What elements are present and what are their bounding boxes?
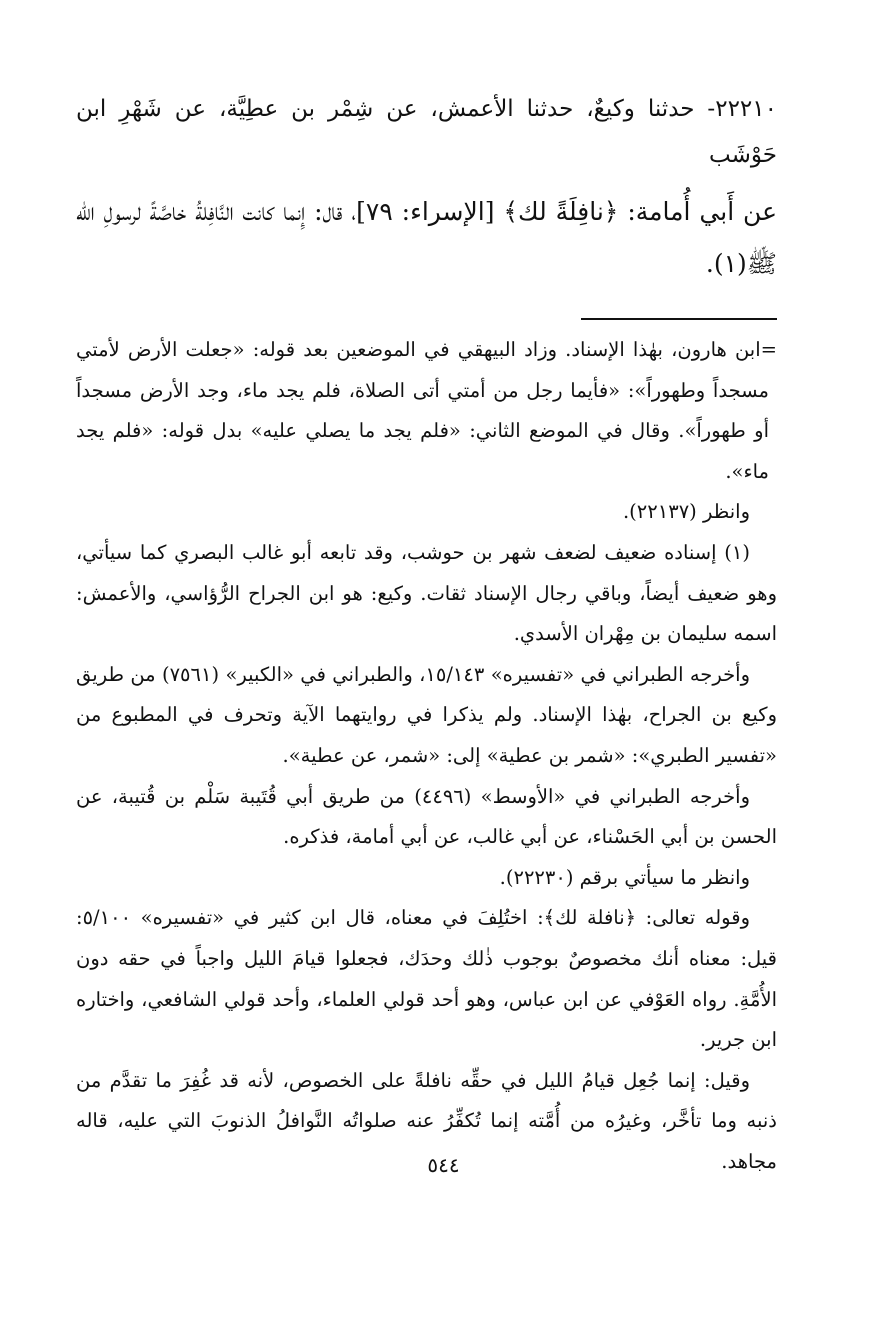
hadith-body: عن أَبي أُمامة: ﴿نافِلَةً لك﴾ [الإسراء: ٧٩]، قال: إِنما كانت النَّافِلةُ خاصَّةً لرسولِ الله ﷺ(١). — [76, 197, 777, 278]
hadith-chain: ٢٢٢١٠- حدثنا وكيعٌ، حدثنا الأعمش، عن شِمْر بن عطِيَّة، عن شَهْرِ ابن حَوْشَب — [76, 96, 777, 168]
footnote-paragraph: وأخرجه الطبراني في «الأوسط» (٤٤٩٦) من طريق أبي قُتَيبة سَلْم بن قُتيبة، عن الحسن بن أبي الحَسْناء، عن أبي غالب، عن أبي أمامة، فذكره. — [76, 784, 777, 849]
footnotes — [76, 330, 777, 1182]
book-page — [76, 86, 777, 1316]
footnote-paragraph: (١) إسناده ضعيف لضعف شهر بن حوشب، وقد تابعه أبو غالب البصري كما سيأتي، وهو ضعيف أيضاً، وباقي رجال الإسناد ثقات. وكيع: هو ابن الجراح الرُّؤاسي، والأعمش: اسمه سليمان بن مِهْران الأسدي. — [76, 540, 777, 646]
footnote-paragraph: =ابن هارون، بهٰذا الإسناد. وزاد البيهقي في الموضعين بعد قوله: «جعلت الأرض لأمتي مسجداً وطهوراً»: «فأيما رجل من أمتي أتى الصلاة، فلم يجد ماء، وجد الأرض مسجداً أو طهوراً». وقال في الموضع الثاني: «فلم يجد ما يصلي عليه» بدل قوله: «فلم يجد ماء». — [76, 338, 777, 483]
footnote-paragraph: وانظر ما سيأتي برقم (٢٢٢٣٠). — [499, 865, 750, 889]
main-text — [76, 86, 777, 290]
footnote-paragraph: وقوله تعالى: ﴿نافلة لك﴾: اختُلِفَ في معناه، قال ابن كثير في «تفسيره» ٥/١٠٠: قيل: معناه أنك مخصوصٌ بوجوب ذٰلك وحدَك، فجعلوا قيامَ الليل واجباً في حقه دون الأُمَّةِ. رواه العَوْفي عن ابن عباس، وهو أحد قولي العلماء، وأحد قولي الشافعي، واختاره ابن جرير. — [76, 906, 777, 1052]
page-number: ٥٤٤ — [427, 1153, 460, 1177]
footnote-separator — [581, 318, 777, 320]
footnote-paragraph: وانظر (٢٢١٣٧). — [622, 500, 750, 524]
footnote-paragraph: وقيل: إنما جُعِل قيامُ الليل في حقِّه نافلةً على الخصوص، لأنه قد غُفِرَ ما تقدَّم من ذنبه وما تأخَّر، وغيرُه من أُمَّته إنما تُكفِّرُ عنه صلواتُه النَّوافلُ الذنوبَ التي عليه، قاله مجاهد. — [76, 1068, 777, 1173]
footnote-paragraph: وأخرجه الطبراني في «تفسيره» ١٥/١٤٣، والطبراني في «الكبير» (٧٥٦١) من طريق وكيع بن الجراح، بهٰذا الإسناد. ولم يذكرا في روايتهما الآية وتحرف في المطبوع من «تفسير الطبري»: «شمر بن عطية» إلى: «شمر، عن عطية». — [76, 662, 777, 767]
